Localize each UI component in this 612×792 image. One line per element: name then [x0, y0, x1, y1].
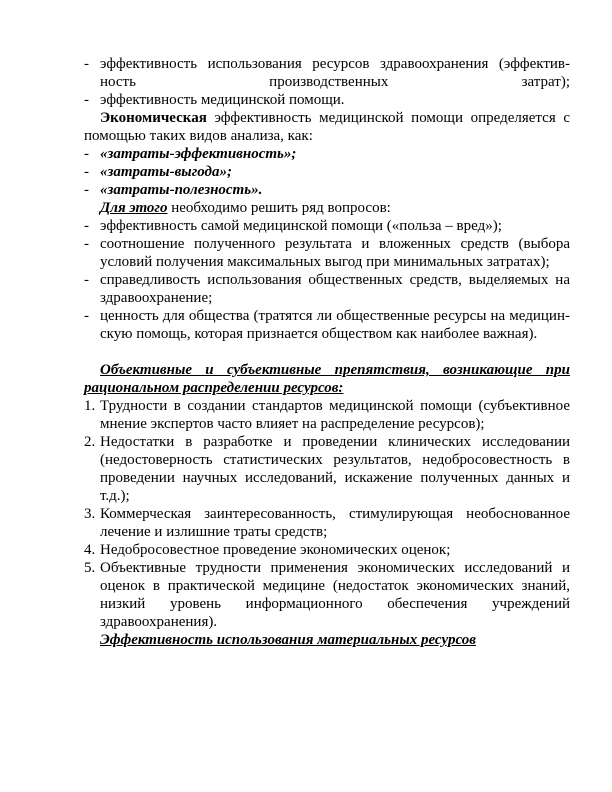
list-marker: - [84, 56, 89, 72]
list-item [84, 307, 570, 343]
analysis-type: «затраты-эффективность»; [100, 146, 297, 162]
analysis-type: «затраты-выгода»; [100, 164, 232, 180]
item-number: 4. [84, 542, 96, 558]
list-marker: - [84, 236, 89, 252]
economic-efficiency-paragraph [84, 109, 570, 145]
item-text: Недобросовестное проведение экономических оценок; [100, 542, 451, 558]
list-marker: - [84, 272, 89, 288]
list-item [84, 235, 570, 271]
list-item [84, 271, 570, 307]
list-item-text: соотношение полученного результата и вложенных средств (выбора условий получения максимальных выгод при минимальных затратах); [100, 236, 570, 270]
item-number: 2. [84, 434, 96, 450]
document-page [84, 55, 570, 649]
obstacles-heading: Объективные и субъективные препятствия, возникающие при рациональном распределении ресурсов: [84, 362, 570, 396]
list-marker: - [84, 146, 89, 162]
numbered-item [84, 397, 570, 433]
list-item-text: ценность для общества (тратятся ли общественные ресурсы на медицин-скую помощь, которая признается обществом как наиболее важная). [100, 308, 570, 342]
list-item [84, 181, 570, 199]
list-item [84, 217, 570, 235]
numbered-item [84, 505, 570, 541]
list-item [84, 145, 570, 163]
numbered-item [84, 559, 570, 631]
numbered-item [84, 541, 570, 559]
list-item [84, 55, 570, 91]
paragraph-text: необходимо решить ряд вопросов: [167, 200, 391, 216]
list-item-text: эффективность самой медицинской помощи («польза – вред»); [100, 218, 502, 234]
list-marker: - [84, 308, 89, 324]
item-text: Объективные трудности применения экономических исследований и оценок в практической медицине (недостаток экономических знаний, низкий уровень информационного обеспечения учреждений здравоохранения). [100, 560, 570, 630]
item-number: 3. [84, 506, 96, 522]
list-item-text: эффективность использования ресурсов здравоохранения (эффектив-ность производственных затрат); [100, 56, 570, 90]
list-item [84, 163, 570, 181]
questions-intro [84, 199, 570, 217]
material-resources-heading: Эффективность использования материальных ресурсов [100, 632, 476, 648]
numbered-item [84, 433, 570, 505]
item-text: Трудности в создании стандартов медицинской помощи (субъективное мнение экспертов часто влияет на распределение ресурсов); [100, 398, 570, 432]
list-marker: - [84, 218, 89, 234]
questions-intro-emphasis: Для этого [100, 200, 168, 216]
item-number: 1. [84, 398, 96, 414]
paragraph-text: эффективность медицинской помощи определяется с помощью таких видов анализа, как: [84, 110, 570, 144]
list-item-text: справедливость использования общественных средств, выделяемых на здравоохранение; [100, 272, 570, 306]
economic-term: Экономическая [100, 110, 207, 126]
list-marker: - [84, 182, 89, 198]
list-marker: - [84, 164, 89, 180]
item-text: Недостатки в разработке и проведении клинических исследовании (недостоверность статистических результатов, недобросовестность в проведении научных исследований, искажение полученных данных и т.д.); [100, 434, 570, 504]
list-item [84, 91, 570, 109]
item-text: Коммерческая заинтересованность, стимулирующая необоснованное лечение и излишние траты средств; [100, 506, 570, 540]
blank-line [84, 343, 570, 361]
list-marker: - [84, 92, 89, 108]
item-number: 5. [84, 560, 96, 576]
list-item-text: эффективность медицинской помощи. [100, 92, 345, 108]
analysis-type: «затраты-полезность». [100, 182, 263, 198]
